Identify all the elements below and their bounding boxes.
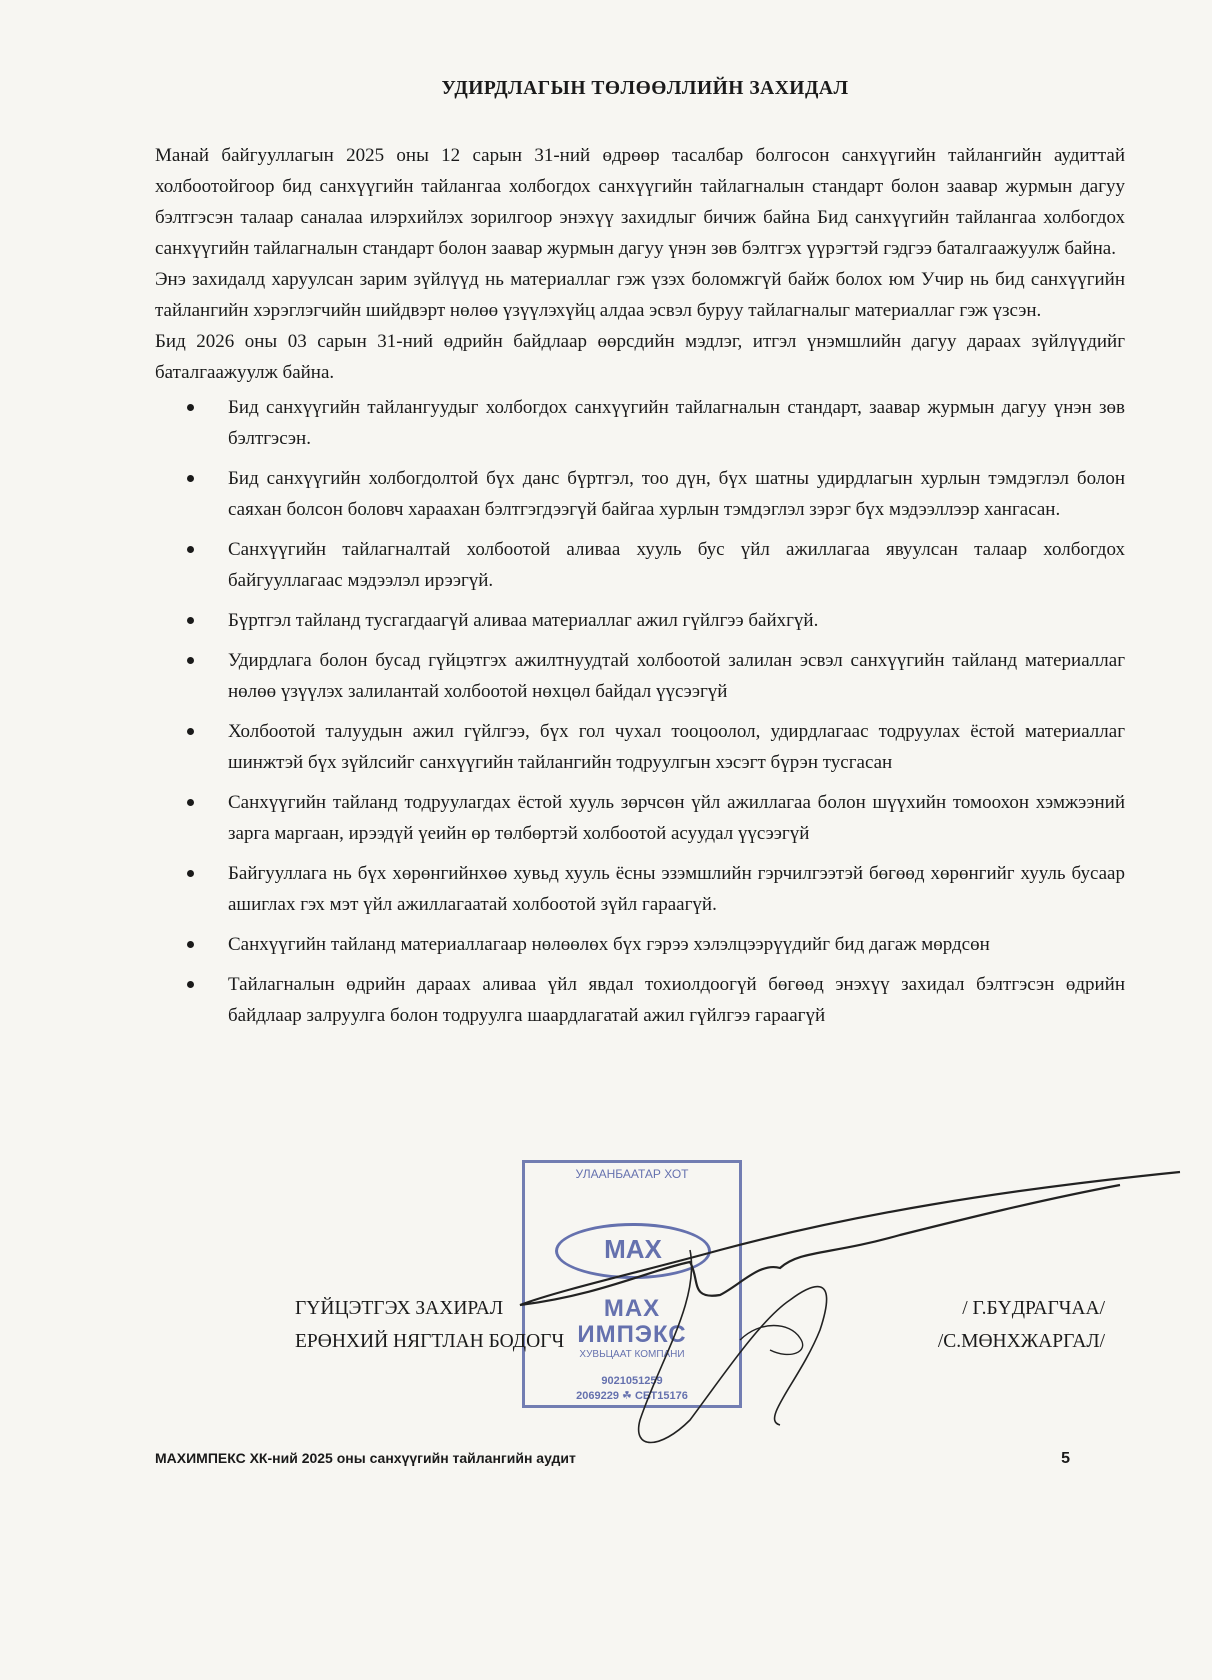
list-item: Бүртгэл тайланд тусгагдаагүй аливаа материаллаг ажил гүйлгээ байхгүй. bbox=[155, 605, 1125, 636]
list-item: Холбоотой талуудын ажил гүйлгээ, бүх гол чухал тооцоолол, удирдлагаас тодруулах ёстой материаллаг шинжтэй бүх зүйлсийг санхүүгийн тайлангийн тодруулгын хэсэгт бүрэн тусгасан bbox=[155, 716, 1125, 778]
signer-name: /С.МӨНХЖАРГАЛ/ bbox=[937, 1331, 1105, 1352]
list-item: Бид санхүүгийн холбогдолтой бүх данс бүртгэл, тоо дүн, бүх шатны удирдлагын хурлын тэмдэглэл болон саяхан болсон боловч хараахан бэлтгэгдээгүй байгаа хурлын тэмдэглэл зэрэг бүх мэдээллээр хангасан. bbox=[155, 463, 1125, 525]
stamp-name-line2: ИМПЭКС bbox=[577, 1321, 687, 1348]
stamp-name-line1: МАХ bbox=[603, 1295, 661, 1322]
signature-row-accountant bbox=[295, 1325, 1125, 1358]
bullet-icon bbox=[187, 870, 194, 877]
bullet-icon bbox=[187, 941, 194, 948]
bullet-icon bbox=[187, 657, 194, 664]
list-item: Байгууллага нь бүх хөрөнгийнхөө хувьд хууль ёсны эзэмшлийн гэрчилгээтэй бөгөөд хөрөнгийг хууль бусаар ашиглах гэх мэт үйл ажиллагаатай холбоотой зүйл гараагүй. bbox=[155, 858, 1125, 920]
bullet-icon bbox=[187, 981, 194, 988]
stamp-company-type: ХУВЬЦААТ КОМПАНИ bbox=[579, 1349, 685, 1360]
list-item: Санхүүгийн тайланд материаллагаар нөлөөлөх бүх гэрээ хэлэлцээрүүдийг бид дагаж мөрдсөн bbox=[155, 929, 1125, 960]
confirmation-list bbox=[155, 392, 1125, 1031]
list-item: Санхүүгийн тайланд тодруулагдах ёстой хууль зөрчсөн үйл ажиллагаа болон шүүхийн томоохон хэмжээний зарга маргаан, ирээдүй үеийн өр төлбөртэй холбоотой асуудал үүсээгүй bbox=[155, 787, 1125, 849]
stamp-registration-number: 9021051259 bbox=[601, 1375, 663, 1387]
footer-text: МАХИМПЕКС ХК-ний 2025 оны санхүүгийн тайлангийн аудит bbox=[155, 1450, 576, 1466]
paragraph-confirmation: Бид 2026 оны 03 сарын 31-ний өдрийн байдлаар өөрсдийн мэдлэг, итгэл үнэмшлийн дагуу дараах зүйлүүдийг баталгаажуулж байна. bbox=[155, 331, 1125, 383]
bullet-icon bbox=[187, 475, 194, 482]
stamp-registration-code: 2069229 ☘ СБТ15176 bbox=[576, 1390, 688, 1402]
company-stamp bbox=[522, 1160, 742, 1408]
bullet-icon bbox=[187, 546, 194, 553]
letter-body bbox=[155, 140, 1125, 1040]
page-title: УДИРДЛАГЫН ТӨЛӨӨЛЛИЙН ЗАХИДАЛ bbox=[441, 78, 849, 99]
signature-row-ceo bbox=[295, 1292, 1125, 1325]
bullet-icon bbox=[187, 799, 194, 806]
signer-role: ГҮЙЦЭТГЭХ ЗАХИРАЛ bbox=[295, 1298, 504, 1319]
list-item: Удирдлага болон бусад гүйцэтгэх ажилтнуудтай холбоотой залилан эсвэл санхүүгийн тайланд материаллаг нөлөө үзүүлэх залилантай холбоотой нөхцөл байдал үүсээгүй bbox=[155, 645, 1125, 707]
stamp-logo: МАХ bbox=[555, 1223, 711, 1279]
page-number: 5 bbox=[1061, 1450, 1070, 1467]
list-item: Санхүүгийн тайлагналтай холбоотой аливаа хууль бус үйл ажиллагаа явуулсан талаар холбогдох байгууллагаас мэдээлэл ирээгүй. bbox=[155, 534, 1125, 596]
signer-role: ЕРӨНХИЙ НЯГТЛАН БОДОГЧ bbox=[295, 1331, 565, 1352]
stamp-city: УЛААНБААТАР ХОТ bbox=[575, 1167, 689, 1181]
paragraph-intro: Манай байгууллагын 2025 оны 12 сарын 31-ний өдрөөр тасалбар болгосон санхүүгийн тайлангийн аудиттай холбоотойгоор бид санхүүгийн тайлангаа холбогдох санхүүгийн тайлагналын стандарт болон заавар журмын дагуу бэлтгэсэн талаар саналаа илэрхийлэх зорилгоор энэхүү захидлыг бичиж байна Бид санхүүгийн тайлангаа холбогдох санхүүгийн тайлагналын стандарт болон заавар журмын дагуу үнэн зөв бэлтгэх үүрэгтэй гэдгээ баталгаажуулж байна. bbox=[155, 145, 1125, 259]
list-item: Тайлагналын өдрийн дараах аливаа үйл явдал тохиолдоогүй бөгөөд энэхүү захидал бэлтгэсэн өдрийн байдлаар залруулга болон тодруулга шаардлагатай ажил гүйлгээ гараагүй bbox=[155, 969, 1125, 1031]
bullet-icon bbox=[187, 404, 194, 411]
bullet-icon bbox=[187, 728, 194, 735]
page-footer bbox=[155, 1450, 1070, 1468]
paragraph-materiality: Энэ захидалд харуулсан зарим зүйлүүд нь материаллаг гэж үзэх боломжгүй байж болох юм Учир нь бид санхүүгийн тайлангийн хэрэглэгчийн шийдвэрт нөлөө үзүүлэхүйц алдаа эсвэл буруу тайлагналыг материаллаг гэж үзсэн. bbox=[155, 269, 1125, 321]
list-item: Бид санхүүгийн тайлангуудыг холбогдох санхүүгийн тайлагналын стандарт, заавар журмын дагуу үнэн зөв бэлтгэсэн. bbox=[155, 392, 1125, 454]
signer-name: / Г.БҮДРАГЧАА/ bbox=[962, 1298, 1105, 1319]
bullet-icon bbox=[187, 617, 194, 624]
signature-block bbox=[295, 1292, 1125, 1358]
